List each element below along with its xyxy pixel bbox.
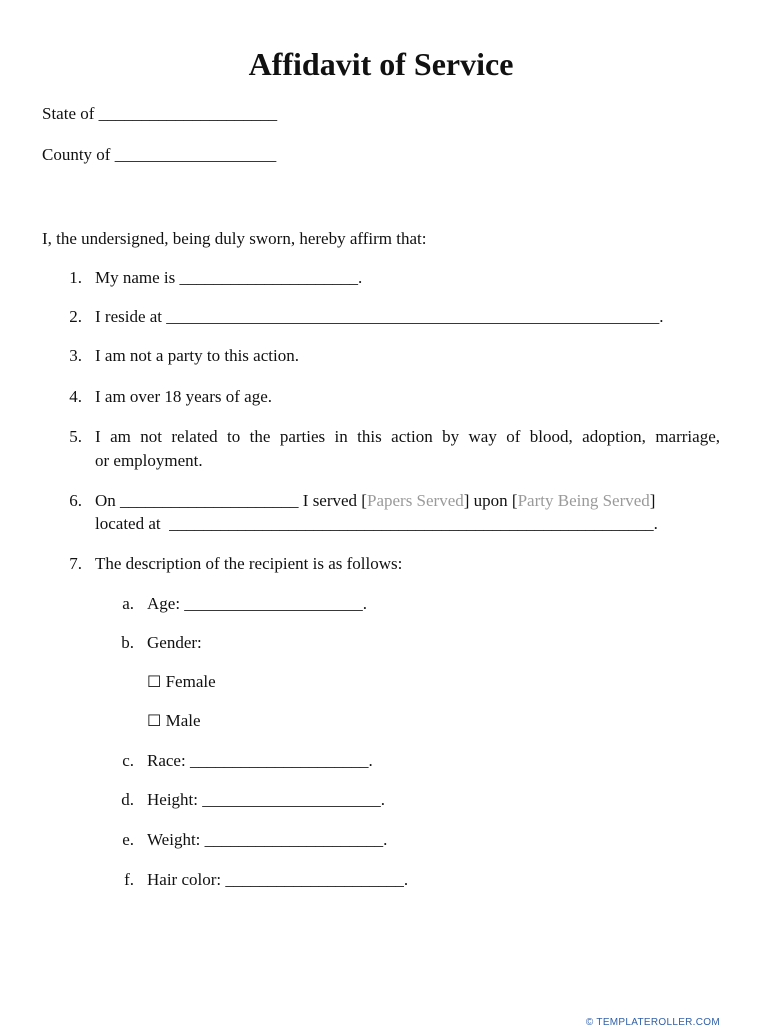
intro-text: I, the undersigned, being duly sworn, hereby affirm that: (42, 229, 427, 248)
list-item: I am not a party to this action. (95, 346, 299, 365)
list-item: I am over 18 years of age. (95, 387, 273, 406)
male-label: Male (165, 711, 201, 730)
document-title: Affidavit of Service (248, 46, 514, 82)
item-number: 7. (69, 554, 82, 573)
item-number: 4. (69, 387, 82, 406)
sub-letter: e. (122, 830, 134, 849)
reside-label: I reside at (95, 307, 163, 326)
item-number: 2. (69, 307, 82, 326)
state-line (42, 103, 277, 125)
located-label: located at (95, 514, 161, 533)
sub-letter: f. (124, 870, 134, 889)
name-field[interactable]: _____________________ (179, 268, 359, 287)
service-date-field[interactable]: _____________________ (120, 491, 299, 510)
county-field[interactable]: ___________________ (114, 145, 277, 164)
item-number: 1. (69, 268, 82, 287)
sub-item (147, 829, 387, 851)
state-label: State of (42, 104, 95, 123)
gender-label: Gender: (147, 633, 202, 652)
list-item-continuation: or employment. (95, 451, 203, 470)
period: . (383, 830, 388, 849)
list-item (95, 267, 362, 289)
sub-letter: d. (121, 790, 134, 809)
period: . (380, 790, 385, 809)
period: . (403, 870, 409, 889)
bracket-close: ] (649, 491, 656, 510)
sub-item (147, 869, 408, 891)
party-served-placeholder[interactable]: Party Being Served (517, 491, 650, 510)
footer-copyright-link[interactable]: © TEMPLATEROLLER.COM (585, 1017, 720, 1028)
sub-item (147, 750, 373, 772)
sub-letter: a. (122, 594, 134, 613)
sub-letter: c. (122, 751, 134, 770)
female-checkbox[interactable]: ☐ (147, 672, 162, 691)
item-number: 5. (69, 427, 82, 446)
weight-field[interactable]: _____________________ (204, 830, 384, 849)
on-label: On (95, 491, 116, 510)
list-item-continuation (95, 513, 658, 535)
item-number: 6. (69, 491, 82, 510)
female-label: Female (165, 672, 216, 691)
period: . (659, 307, 664, 326)
served-label: I served [ (302, 491, 367, 510)
hair-color-field[interactable]: _____________________ (225, 870, 404, 889)
period: . (362, 594, 368, 613)
upon-label: ] upon [ (463, 491, 518, 510)
state-field[interactable]: _____________________ (98, 104, 278, 123)
sub-item (147, 593, 367, 615)
list-item (95, 306, 664, 328)
race-label: Race: (147, 751, 186, 770)
gender-option-female (147, 671, 216, 693)
height-field[interactable]: _____________________ (202, 790, 381, 809)
age-field[interactable]: _____________________ (184, 594, 363, 613)
male-checkbox[interactable]: ☐ (147, 711, 162, 730)
height-label: Height: (147, 790, 198, 809)
sub-item (147, 789, 385, 811)
age-label: Age: (147, 594, 181, 613)
list-item: I am not related to the parties in this action by way of blood, adoption, marriage, (95, 427, 720, 446)
county-line (42, 144, 276, 166)
period: . (368, 751, 373, 770)
race-field[interactable]: _____________________ (189, 751, 369, 770)
sub-letter: b. (121, 633, 134, 652)
weight-label: Weight: (147, 830, 201, 849)
period: . (653, 514, 658, 533)
gender-option-male (147, 710, 201, 732)
name-label: My name is (95, 268, 176, 287)
period: . (358, 268, 363, 287)
address-field[interactable]: __________________________________________________________ (166, 307, 660, 326)
county-label: County of (42, 145, 111, 164)
papers-served-placeholder[interactable]: Papers Served (366, 491, 464, 510)
item-number: 3. (69, 346, 82, 365)
list-item (95, 490, 655, 512)
hair-color-label: Hair color: (147, 870, 222, 889)
location-field[interactable]: _________________________________________________________ (169, 514, 654, 533)
list-item: The description of the recipient is as follows: (95, 554, 403, 573)
